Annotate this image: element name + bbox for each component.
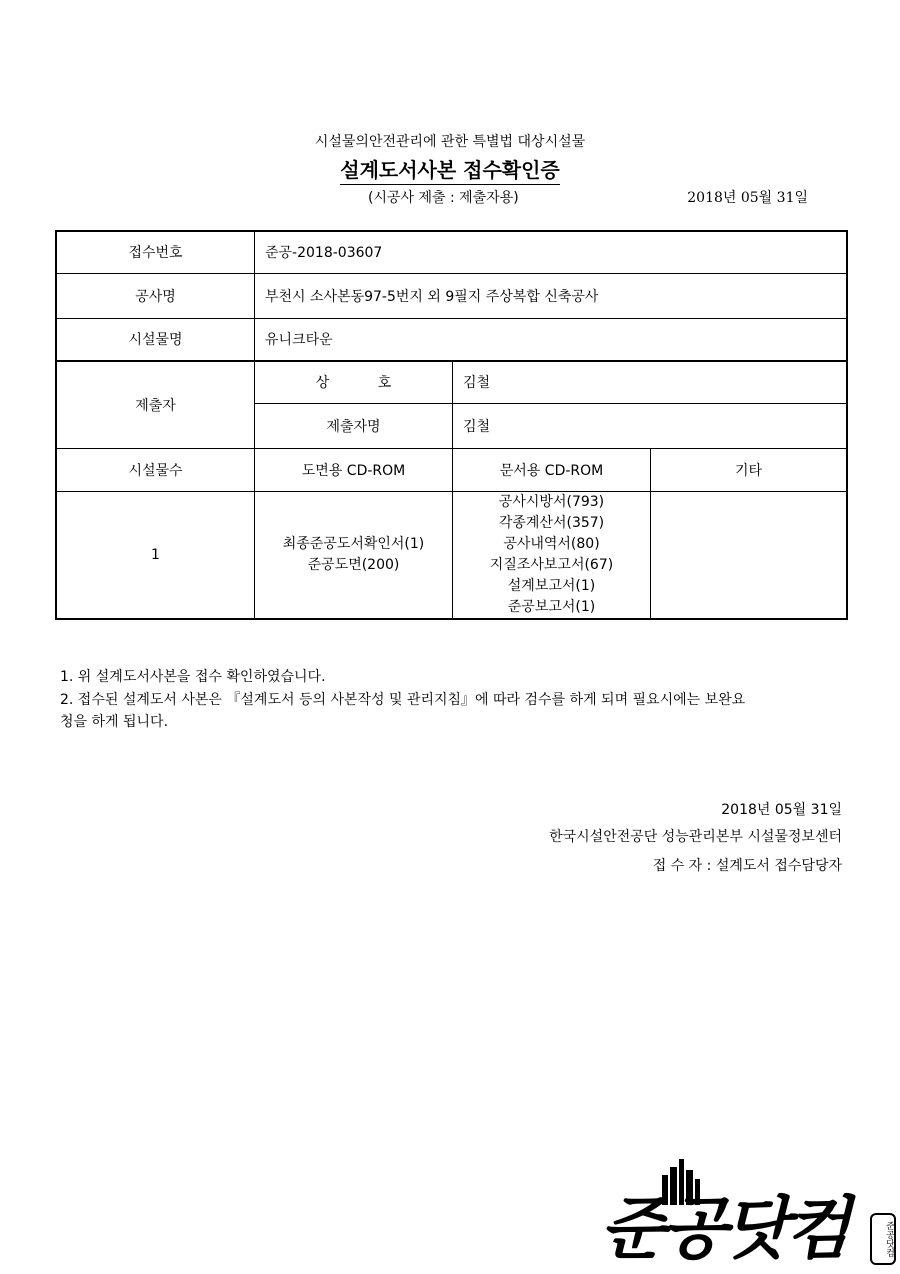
submitter-name-value: 김철 bbox=[453, 403, 848, 448]
facility-name-label: 시설물명 bbox=[56, 318, 255, 361]
table-row bbox=[56, 273, 847, 318]
receipt-no-label: 접수번호 bbox=[56, 231, 255, 273]
receipt-no-value: 준공-2018-03607 bbox=[255, 231, 848, 273]
document-subtitle: 시설물의안전관리에 관한 특별법 대상시설물 bbox=[314, 134, 586, 150]
column-doc-cd-header: 문서용 CD-ROM bbox=[453, 448, 651, 491]
submitter-name-label: 제출자명 bbox=[255, 403, 453, 448]
receipt-form-table bbox=[55, 230, 848, 620]
logo-wordmark: 준공닷컴 bbox=[600, 1189, 847, 1269]
company-value: 김철 bbox=[453, 361, 848, 403]
table-row bbox=[56, 448, 847, 491]
column-other-header: 기타 bbox=[651, 448, 848, 491]
facility-name-value: 유니크타운 bbox=[255, 318, 848, 361]
column-drawing-cd-header: 도면용 CD-ROM bbox=[255, 448, 453, 491]
list-item: 지질조사보고서(67) bbox=[489, 556, 614, 573]
column-count-header: 시설물수 bbox=[56, 448, 255, 491]
list-item: 준공도면(200) bbox=[307, 556, 400, 573]
project-name-label: 공사명 bbox=[56, 273, 255, 318]
brand-logo bbox=[600, 1155, 900, 1270]
signature-date: 2018년 05월 31일 bbox=[721, 802, 842, 818]
doc-cd-list bbox=[453, 491, 651, 619]
signature-organization: 한국시설안전공단 성능관리본부 시설물정보센터 bbox=[549, 829, 842, 845]
table-row bbox=[56, 491, 847, 619]
table-row bbox=[56, 361, 847, 403]
issue-date: 2018년 05월 31일 bbox=[687, 190, 808, 206]
table-row bbox=[56, 231, 847, 273]
facility-count-value: 1 bbox=[56, 491, 255, 619]
note-line-3: 청을 하게 됩니다. bbox=[60, 714, 169, 730]
audience-note: (시공사 제출 : 제출자용) bbox=[368, 190, 519, 206]
table-row bbox=[56, 318, 847, 361]
list-item: 공사내역서(80) bbox=[503, 535, 600, 552]
list-item: 공사시방서(793) bbox=[498, 493, 605, 510]
company-label: 상 호 bbox=[255, 361, 453, 403]
list-item: 최종준공도서확인서(1) bbox=[282, 535, 425, 552]
note-line-2: 2. 접수된 설계도서 사본은 『설계도서 등의 사본작성 및 관리지침』에 따라 검수를 하게 되며 필요시에는 보완요 bbox=[60, 692, 746, 708]
submitter-label: 제출자 bbox=[56, 361, 255, 448]
signature-receiver: 접 수 자 : 설계도서 접수담당자 bbox=[652, 858, 842, 874]
drawing-cd-list bbox=[255, 491, 453, 619]
other-value bbox=[651, 491, 848, 619]
list-item: 설계보고서(1) bbox=[507, 577, 596, 594]
logo-stamp: 준공닷컴 bbox=[870, 1213, 896, 1265]
note-line-1: 1. 위 설계도서사본을 접수 확인하였습니다. bbox=[60, 669, 326, 685]
list-item: 각종계산서(357) bbox=[498, 514, 605, 531]
list-item: 준공보고서(1) bbox=[507, 598, 596, 615]
document-title: 설계도서사본 접수확인증 bbox=[0, 154, 900, 183]
project-name-value: 부천시 소사본동97-5번지 외 9필지 주상복합 신축공사 bbox=[255, 273, 848, 318]
